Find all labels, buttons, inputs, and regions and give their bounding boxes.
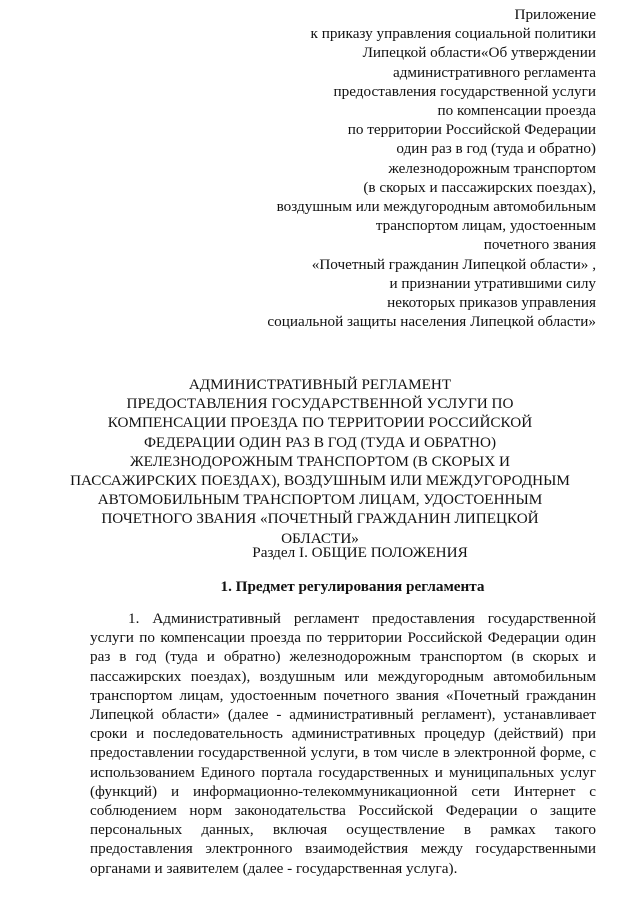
- paragraph-line: (функций) и информационно-телекоммуникационной сети Интернет с: [90, 782, 596, 800]
- appendix-line: социальной защиты населения Липецкой области»: [267, 313, 596, 331]
- appendix-line: и признании утратившими силу: [389, 274, 596, 292]
- paragraph-line: раз в год (туда и обратно) железнодорожным транспортом (в скорых и: [90, 648, 596, 666]
- appendix-line: Приложение: [514, 6, 596, 23]
- paragraph-line: использованием Единого портала государственных и муниципальных услуг: [90, 763, 596, 781]
- appendix-line: к приказу управления социальной политики: [310, 25, 596, 43]
- title-line: КОМПЕНСАЦИИ ПРОЕЗДА ПО ТЕРРИТОРИИ РОССИЙСКОЙ: [107, 414, 533, 432]
- title-line: АДМИНИСТРАТИВНЫЙ РЕГЛАМЕНТ: [188, 376, 452, 393]
- title-line: ПАССАЖИРСКИХ ПОЕЗДАХ), ВОЗДУШНЫМ ИЛИ МЕЖДУГОРОДНЫМ: [70, 472, 570, 490]
- paragraph-line: сроки и последовательность административных процедур (действий) при: [90, 725, 596, 743]
- paragraph-line: 1. Административный регламент предоставления государственной: [128, 610, 596, 627]
- paragraph-line: предоставления электронного взаимодействия между государственными: [90, 840, 596, 858]
- section-heading: Раздел I. ОБЩИЕ ПОЛОЖЕНИЯ: [252, 544, 468, 561]
- title-line: ЖЕЛЕЗНОДОРОЖНЫМ ТРАНСПОРТОМ (В СКОРЫХ И: [130, 452, 510, 470]
- paragraph-line: пассажирских поездах), воздушным или междугородным автомобильным: [90, 667, 596, 685]
- paragraph-line: соблюдением норм законодательства Российской Федерации о защите: [90, 802, 596, 820]
- title-line: ОБЛАСТИ»: [281, 529, 359, 547]
- appendix-line: по компенсации проезда: [437, 102, 596, 120]
- title-line: ПРЕДОСТАВЛЕНИЯ ГОСУДАРСТВЕННОЙ УСЛУГИ ПО: [126, 395, 514, 413]
- paragraph-line: органами и заявителем (далее - государственная услуга).: [90, 859, 458, 877]
- paragraph-line: услуги по компенсации проезда по территории Российской Федерации один: [90, 629, 596, 647]
- subsection-heading: 1. Предмет регулирования регламента: [220, 578, 485, 595]
- appendix-line: «Почетный гражданин Липецкой области» ,: [311, 255, 596, 273]
- appendix-line: транспортом лицам, удостоенным: [375, 217, 596, 235]
- appendix-line: почетного звания: [483, 236, 596, 254]
- body-paragraph: [90, 609, 596, 878]
- appendix-line: предоставления государственной услуги: [333, 82, 596, 100]
- appendix-block: [176, 5, 596, 331]
- appendix-line: (в скорых и пассажирских поездах),: [363, 178, 596, 196]
- appendix-line: Липецкой области«Об утверждении: [362, 44, 596, 62]
- title-line: АВТОМОБИЛЬНЫМ ТРАНСПОРТОМ ЛИЦАМ, УДОСТОЕННЫМ: [97, 491, 543, 509]
- appendix-line: некоторых приказов управления: [387, 294, 596, 312]
- appendix-line: административного регламента: [392, 63, 596, 81]
- title-line: ФЕДЕРАЦИИ ОДИН РАЗ В ГОД (ТУДА И ОБРАТНО): [143, 433, 497, 451]
- appendix-line: по территории Российской Федерации: [347, 121, 596, 139]
- paragraph-line: транспортом лицам, удостоенным почетного звания «Почетный гражданин: [90, 686, 596, 704]
- appendix-line: воздушным или междугородным автомобильным: [276, 198, 596, 216]
- appendix-line: один раз в год (туда и обратно): [396, 140, 596, 158]
- appendix-line: железнодорожным транспортом: [388, 159, 596, 177]
- paragraph-line: персональных данных, включая осуществление в рамках такого: [90, 821, 596, 839]
- paragraph-line: Липецкой области» (далее - административный регламент), устанавливает: [90, 706, 596, 724]
- title-line: ПОЧЕТНОГО ЗВАНИЯ «ПОЧЕТНЫЙ ГРАЖДАНИН ЛИПЕЦКОЙ: [101, 510, 539, 528]
- paragraph-line: предоставлении государственной услуги, в том числе в электронной форме, с: [90, 744, 596, 762]
- regulation-title: [22, 375, 618, 548]
